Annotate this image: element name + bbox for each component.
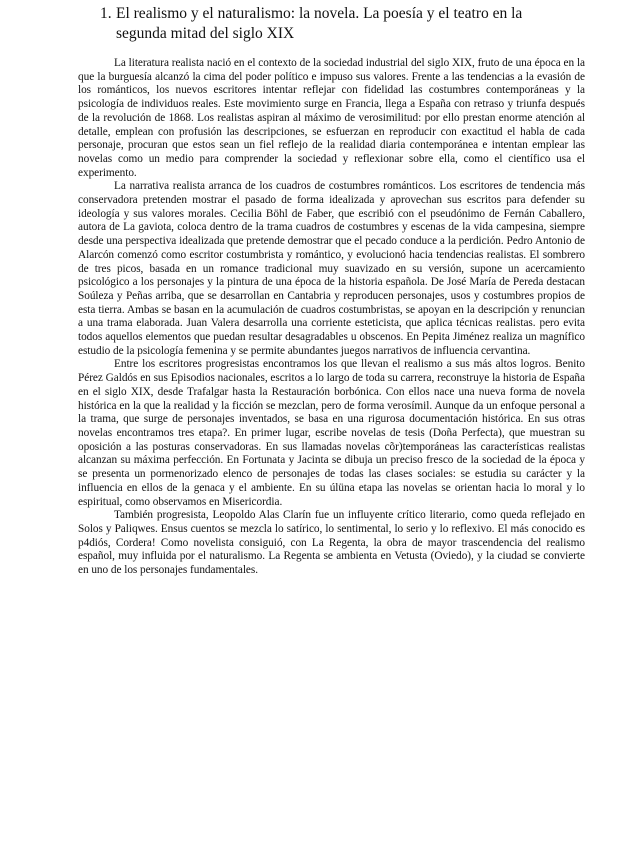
paragraph-intro: La literatura realista nació en el contexto de la sociedad industrial del siglo XIX, fruto de una época en la que la burguesía alcanzó la cima del poder político e impuso sus valores. Frente a las tendencias a la evasión de los románticos, los nuevos escritores intentar reflejar con fidelidad las costumbres contemporáneas y la psicología de individuos reales. Este movimiento surge en Francia, llega a España con retraso y triunfa después de la revolución de 1868. Los realistas aspiran al máximo de verosimilitud: por ello prestan enorme atención al detalle, emplean con profusión las descripciones, se esfuerzan en reproducir con exactitud el habla de cada personaje, procuran que estos sean un fiel reflejo de la realidad diaria contemporánea e intentan emplear las novelas como un medio para comprender la sociedad y reflexionar sobre ella, como el científico usa el experimento. (78, 57, 585, 179)
document-body (78, 57, 585, 578)
title-number: 1. (100, 5, 112, 22)
paragraph-progressive-authors: Entre los escritores progresistas encontramos los que llevan el realismo a sus más altos logros. Benito Pérez Galdós en sus Episodios nacionales, escritos a lo largo de toda su carrera, reconstruye la historia de España en el siglo XIX, desde Trafalgar hasta la Restauración borbónica. Con ellos nace una nueva forma de novela histórica en la que la realidad y la ficción se mezclan, pero de forma verosímil. Aunque da un enfoque personal a la trama, que surge de personajes inventados, se basa en una rigurosa documentación histórica. En sus otras novelas encontramos tres etapa?. En primer lugar, escribe novelas de tesis (Doña Perfecta), que muestran su oposición a las posturas conservadoras. En sus llamadas novelas cõr)temporáneas las características realistas alcanzan su máxima perfección. En Fortunata y Jacinta se dibuja un preciso fresco de la sociedad de la época y se presenta un pormenorizado elenco de personajes de todas las clases sociales: se estudia su carácter y la influencia en ellos de la genaca y el ambiente. En su úlüna etapa las novelas se orientan hacia lo moral y lo espiritual, como observamos en Misericordia. (78, 358, 585, 508)
paragraph-clarin: También progresista, Leopoldo Alas Clarín fue un influyente crítico literario, como queda reflejado en Solos y Paliqwes. Ensus cuentos se mezcla lo satírico, lo sentimental, lo serio y lo reflexivo. El más conocido es p4diós, Cordera! Como novelista consiguió, con La Regenta, la obra de mayor trascendencia del realismo español, muy influida por el naturalismo. La Regenta se ambienta en Vetusta (Oviedo), y la ciudad se convierte en uno de los personajes fundamentales. (78, 509, 585, 577)
title-line-1: El realismo y el naturalismo: la novela. La poesía y el teatro en la (116, 5, 523, 22)
page-title (100, 4, 580, 44)
paragraph-conservative-authors: La narrativa realista arranca de los cuadros de costumbres románticos. Los escritores de tendencia más conservadora pretenden mostrar el pasado de forma idealizada y aprovechan sus escritos para defender su ideología y sus valores morales. Cecilia Böhl de Faber, que escribió con el pseudónimo de Fernán Caballero, autora de La gaviota, coloca dentro de la trama cuadros de costumbres y escenas de la vida campesina, siempre desde una perspectiva idealizada que pretende demostrar que el pecado conduce a la perdición. Pedro Antonio de Alarcón comenzó como escritor costumbrista y romántico, y evolucionó hacia tendencias realistas. El sombrero de tres picos, basada en un romance tradicional muy suavizado en su versión, supone un acercamiento psicológico a los personajes y la pintura de una época de la historia española. De José María de Pereda destacan Soúleza y Peñas arriba, que se desarrollan en Cantabria y reproducen personajes, usos y costumbres propios de esta tierra. Ambas se basan en la acumulación de cuadros costumbristas, se apoyan en la descripción y renuncian a una trama elaborada. Juan Valera desarrolla una corriente esteticista, que aplica técnicas realistas. pero evita todos aquellos elementos que puedan resultar desagradables u obscenos. En Pepita Jiménez realiza un magnífico estudio de la psicología femenina y se permite abundantes juegos narrativos de influencia cervantina. (78, 180, 585, 357)
title-line-2: segunda mitad del siglo XIX (116, 25, 295, 42)
